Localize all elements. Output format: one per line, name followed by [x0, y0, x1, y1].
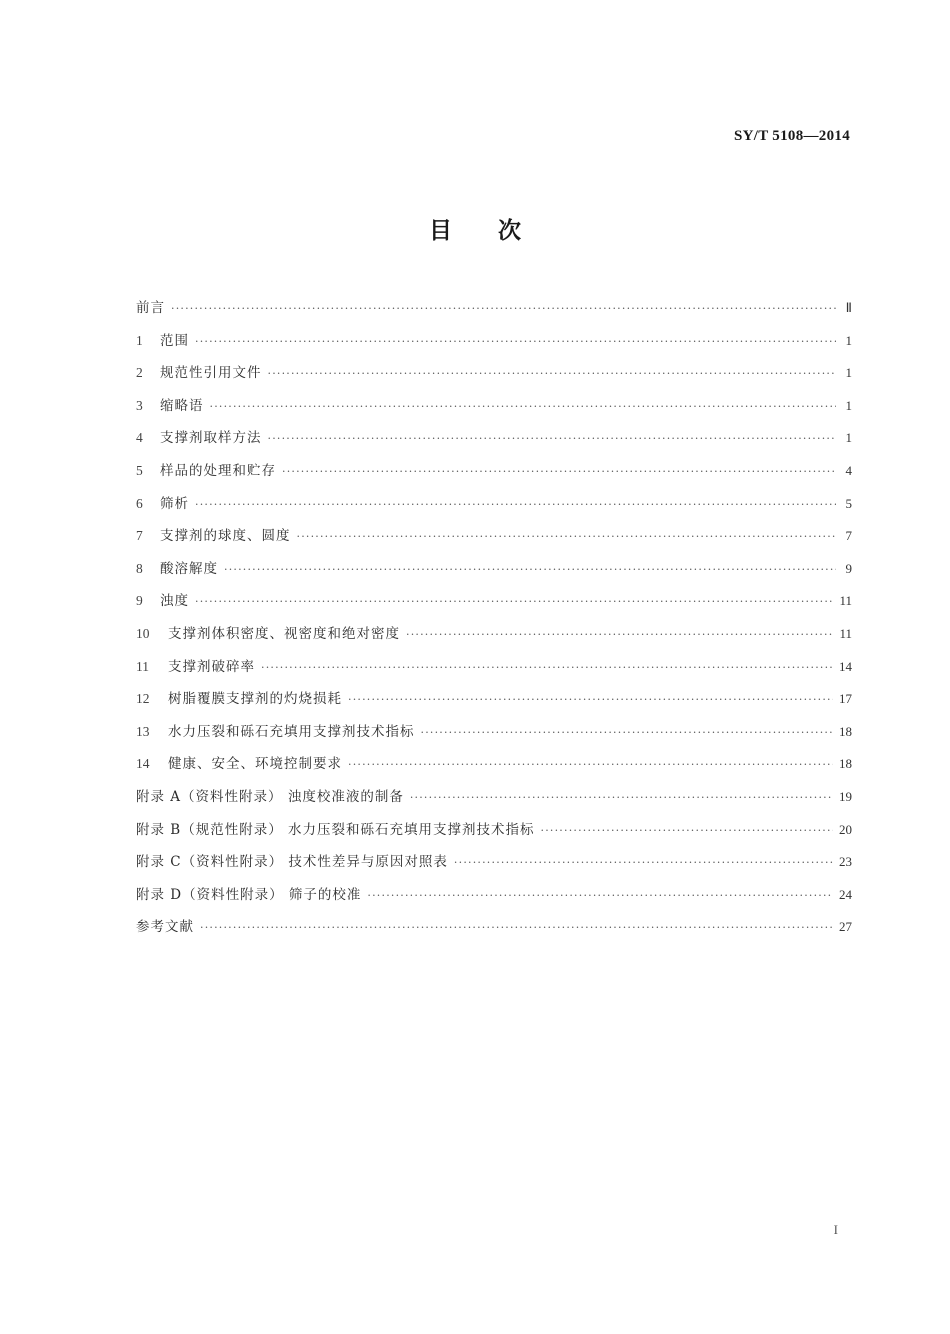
toc-entry-label: 支撑剂破碎率 — [168, 658, 255, 675]
toc-leader-dots — [410, 791, 833, 804]
toc-entry-label: 支撑剂体积密度、视密度和绝对密度 — [168, 625, 400, 642]
toc-entry-page: 9 — [845, 560, 852, 576]
toc-entry-label: 规范性引用文件 — [160, 365, 262, 382]
toc-entry-label: 缩略语 — [160, 397, 204, 414]
toc-entry-page: 18 — [839, 756, 852, 772]
toc-entry[interactable] — [136, 296, 852, 329]
toc-entry-label: 健康、安全、环境控制要求 — [168, 756, 342, 773]
toc-entry-page: 27 — [839, 919, 852, 935]
toc-entry-page: 1 — [845, 365, 852, 381]
toc-leader-dots — [210, 400, 837, 413]
toc-leader-dots — [200, 921, 833, 934]
toc-entry-number: 5 — [136, 462, 143, 478]
toc-entry-number: 11 — [136, 658, 149, 674]
toc-leader-dots — [195, 335, 836, 348]
toc-entry-page: 14 — [839, 658, 852, 674]
toc-entry-label: 支撑剂取样方法 — [160, 430, 262, 447]
toc-entry-page: 18 — [839, 723, 852, 739]
toc-leader-dots — [406, 628, 833, 641]
toc-leader-dots — [268, 367, 837, 380]
toc-entry-number: 1 — [136, 332, 143, 348]
toc-entry-label: 样品的处理和贮存 — [160, 462, 276, 479]
toc-entry[interactable] — [136, 687, 852, 720]
toc-entry[interactable] — [136, 492, 852, 525]
toc-entry-label: 附录 A（资料性附录） 浊度校准液的制备 — [136, 788, 404, 805]
toc-entry-number: 9 — [136, 593, 143, 609]
toc-entry[interactable] — [136, 589, 852, 622]
standard-code: SY/T 5108—2014 — [733, 128, 850, 144]
toc-leader-dots — [195, 498, 836, 511]
toc-entry[interactable] — [136, 915, 852, 948]
toc-leader-dots — [348, 693, 833, 706]
toc-entry-label: 筛析 — [160, 495, 189, 512]
toc-entry[interactable] — [136, 557, 852, 590]
toc-entry-page: 11 — [839, 593, 852, 609]
toc-entry-label: 附录 C（资料性附录） 技术性差异与原因对照表 — [136, 854, 448, 871]
toc-entry[interactable] — [136, 329, 852, 362]
toc-entry-label: 水力压裂和砾石充填用支撑剂技术指标 — [168, 723, 415, 740]
toc-entry[interactable] — [136, 818, 852, 851]
toc-leader-dots — [297, 530, 837, 543]
toc-entry-page: Ⅱ — [845, 300, 852, 315]
toc-entry[interactable] — [136, 459, 852, 492]
toc-entry-number: 2 — [136, 365, 143, 381]
toc-entry-page: 17 — [839, 691, 852, 707]
toc-leader-dots — [195, 595, 833, 608]
toc-entry-number: 3 — [136, 397, 143, 413]
toc-entry-page: 1 — [845, 430, 852, 446]
page-title: 目次 — [429, 218, 567, 244]
toc-entry-label: 附录 D（资料性附录） 筛子的校准 — [136, 886, 362, 903]
toc-entry-page: 23 — [839, 854, 852, 870]
toc-entry[interactable] — [136, 426, 852, 459]
toc-entry-label: 范围 — [160, 332, 189, 349]
toc-entry-page: 24 — [839, 886, 852, 902]
toc-leader-dots — [367, 889, 833, 902]
toc-leader-dots — [454, 856, 833, 869]
toc-entry-page: 1 — [845, 397, 852, 413]
toc-entry-number: 7 — [136, 528, 143, 544]
toc-entry-number: 13 — [136, 723, 150, 739]
toc-entry[interactable] — [136, 752, 852, 785]
toc-entry-number: 8 — [136, 560, 143, 576]
toc-entry[interactable] — [136, 361, 852, 394]
toc-entry-number: 10 — [136, 625, 150, 641]
toc-leader-dots — [171, 302, 836, 315]
page-number: I — [833, 1222, 838, 1237]
toc-leader-dots — [268, 432, 837, 445]
toc-entry-number: 4 — [136, 430, 143, 446]
table-of-contents — [136, 296, 852, 948]
toc-entry-page: 4 — [845, 462, 852, 478]
toc-leader-dots — [541, 824, 833, 837]
toc-entry[interactable] — [136, 850, 852, 883]
toc-entry-label: 树脂覆膜支撑剂的灼烧损耗 — [168, 691, 342, 708]
toc-entry[interactable] — [136, 394, 852, 427]
toc-entry[interactable] — [136, 785, 852, 818]
toc-entry[interactable] — [136, 883, 852, 916]
toc-entry[interactable] — [136, 524, 852, 557]
toc-entry-page: 19 — [839, 788, 852, 804]
toc-entry[interactable] — [136, 622, 852, 655]
toc-entry-number: 12 — [136, 691, 150, 707]
toc-entry-page: 1 — [845, 332, 852, 348]
toc-entry-page: 7 — [845, 528, 852, 544]
toc-entry-number: 14 — [136, 756, 150, 772]
toc-entry-label: 酸溶解度 — [160, 560, 218, 577]
toc-entry-page: 11 — [839, 625, 852, 641]
toc-entry-label: 参考文献 — [136, 919, 194, 936]
toc-leader-dots — [224, 563, 836, 576]
toc-entry-label: 附录 B（规范性附录） 水力压裂和砾石充填用支撑剂技术指标 — [136, 821, 535, 838]
toc-entry[interactable] — [136, 655, 852, 688]
toc-entry-number: 6 — [136, 495, 143, 511]
toc-entry[interactable] — [136, 720, 852, 753]
toc-leader-dots — [421, 726, 834, 739]
toc-leader-dots — [348, 758, 833, 771]
toc-entry-page: 5 — [845, 495, 852, 511]
toc-leader-dots — [282, 465, 836, 478]
toc-entry-label: 前言 — [136, 300, 165, 316]
toc-entry-page: 20 — [839, 821, 852, 837]
toc-entry-label: 浊度 — [160, 593, 189, 610]
toc-leader-dots — [261, 661, 833, 674]
toc-entry-label: 支撑剂的球度、圆度 — [160, 528, 291, 545]
